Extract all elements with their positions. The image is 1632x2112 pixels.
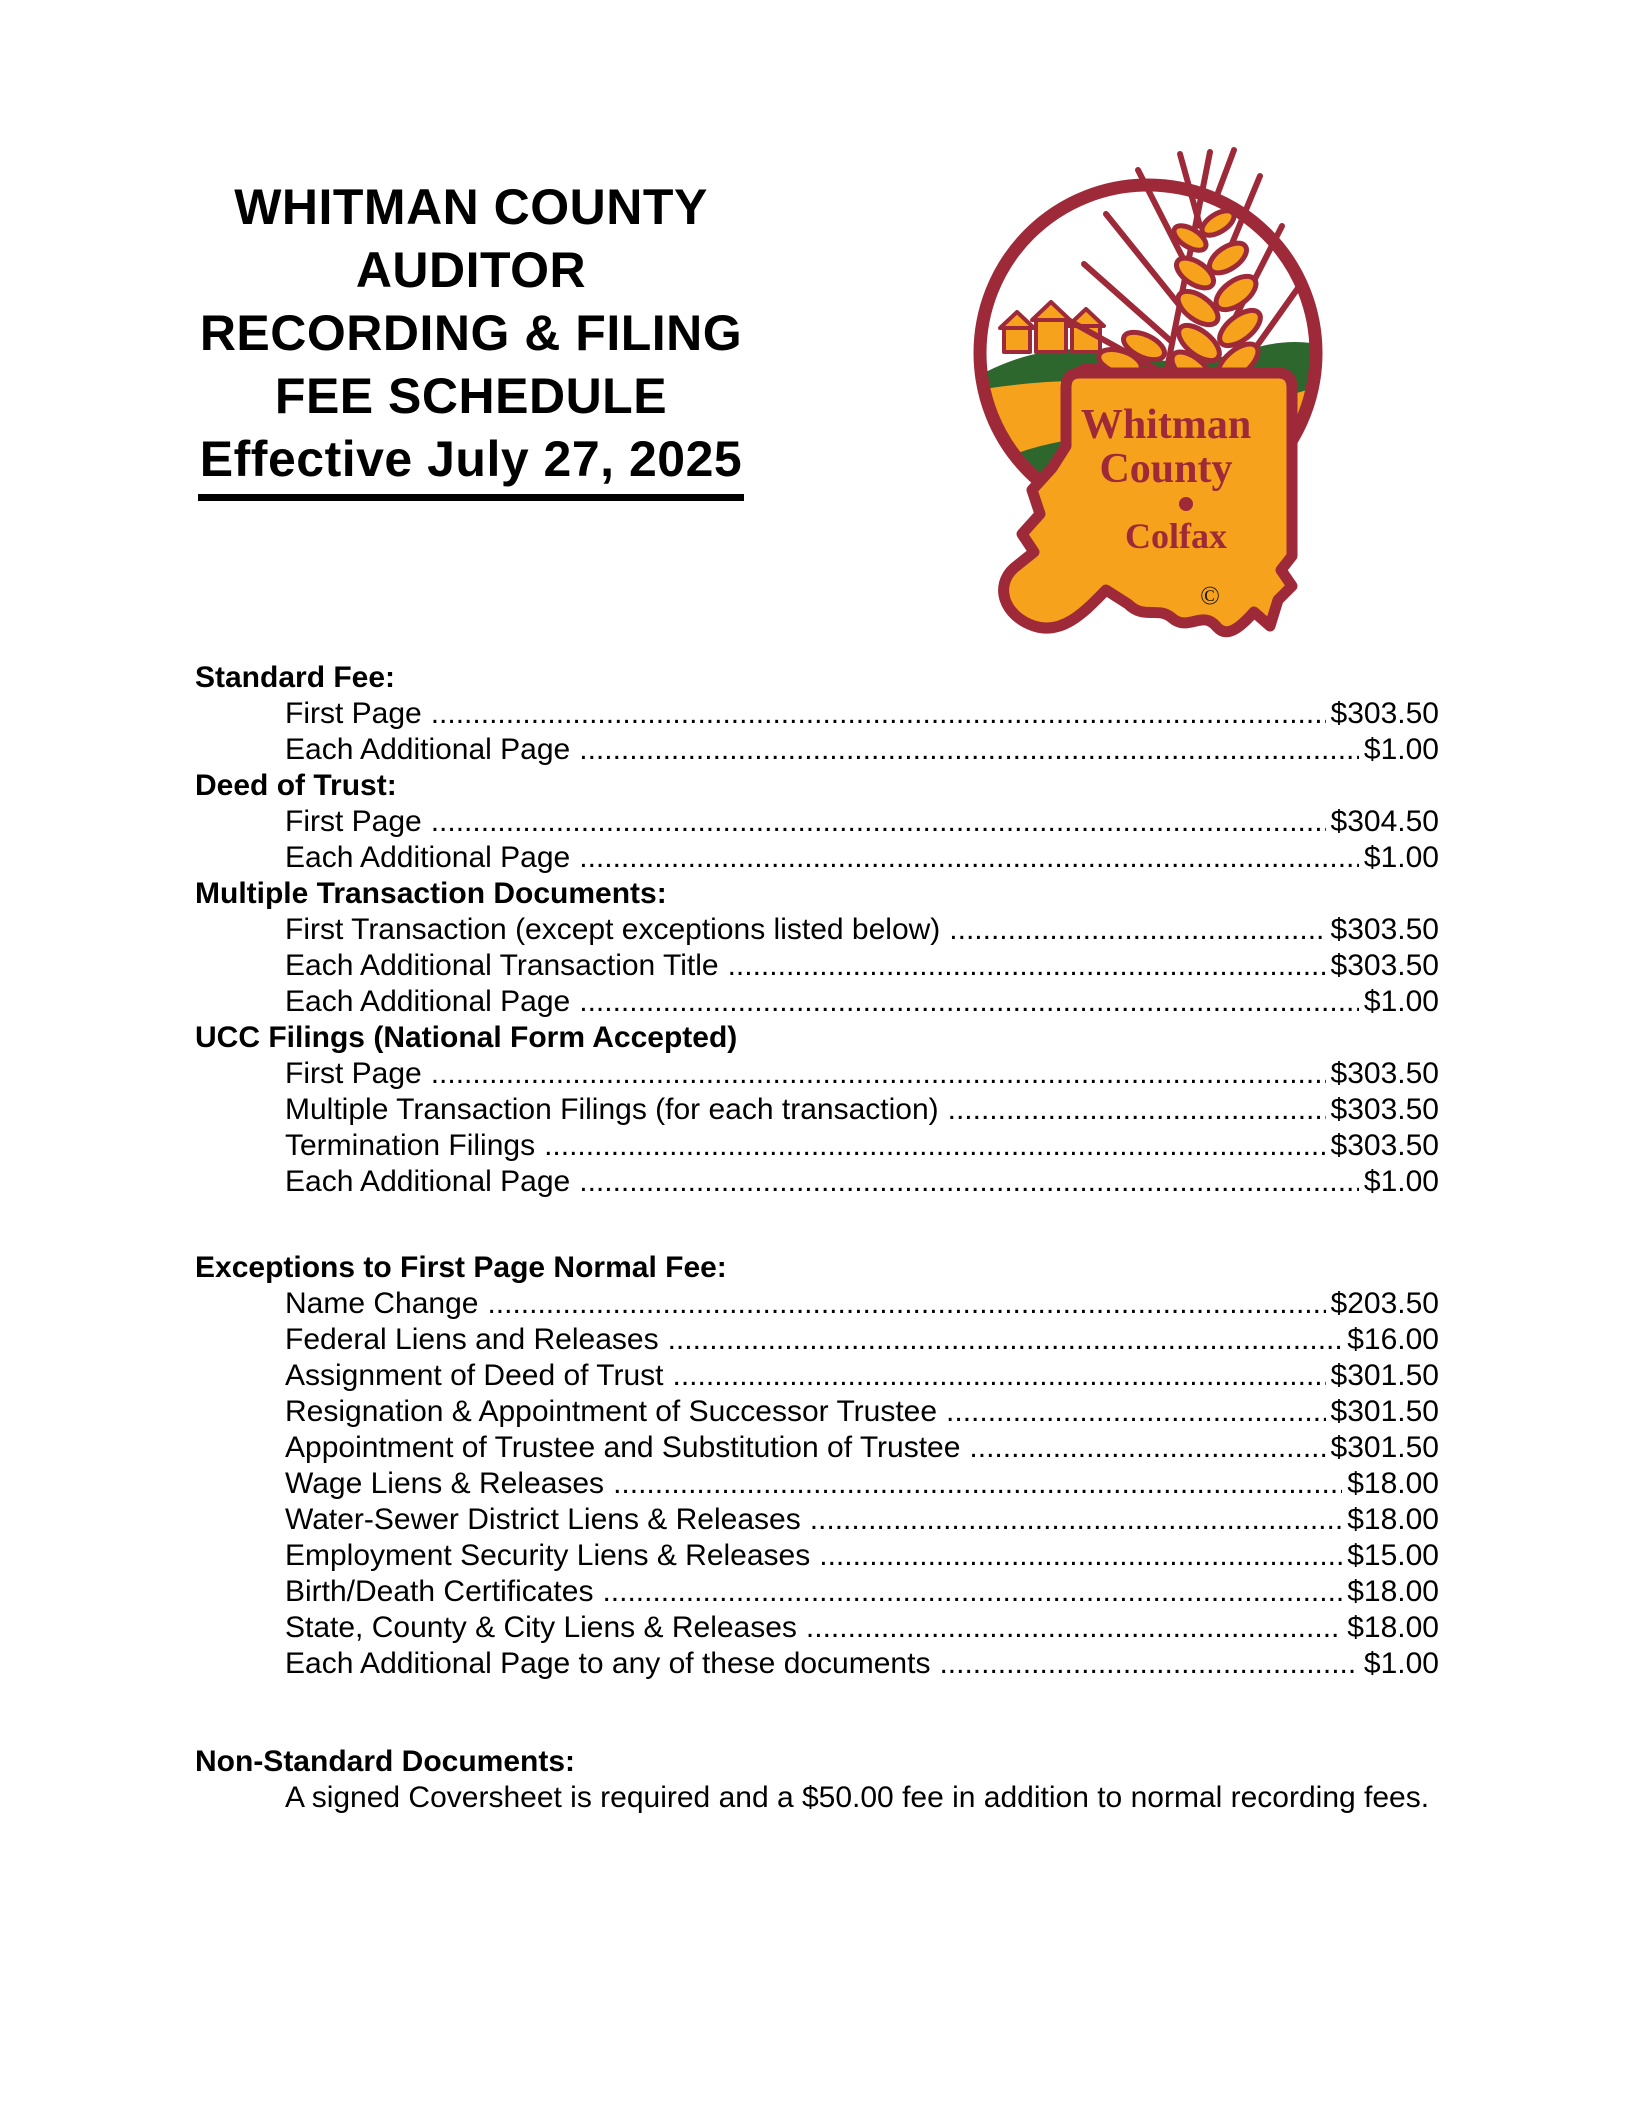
fee-amount: $18.00	[1347, 1575, 1439, 1608]
fee-amount: $1.00	[1363, 733, 1439, 766]
fee-section	[195, 1020, 1439, 1200]
dot-leader	[431, 696, 1326, 732]
dot-leader	[728, 948, 1326, 984]
fee-row	[195, 1394, 1439, 1430]
fee-label: Name Change	[285, 1287, 479, 1320]
section-heading: Exceptions to First Page Normal Fee:	[195, 1251, 727, 1284]
fee-section	[195, 660, 1439, 768]
fee-amount: $301.50	[1330, 1395, 1439, 1428]
fee-label: Multiple Transaction Filings (for each transaction)	[285, 1093, 939, 1126]
fee-label: Termination Filings	[285, 1129, 536, 1162]
fee-label: Each Additional Page to any of these documents	[285, 1647, 931, 1680]
fee-amount: $303.50	[1330, 1129, 1439, 1162]
title-line: FEE SCHEDULE	[274, 368, 668, 424]
fee-row	[195, 1502, 1439, 1538]
dot-leader	[544, 1128, 1325, 1164]
dot-leader	[579, 840, 1359, 876]
fee-section	[195, 768, 1439, 876]
section-heading: UCC Filings (National Form Accepted)	[195, 1021, 738, 1054]
county-seal-icon	[948, 138, 1330, 660]
fee-row	[195, 1322, 1439, 1358]
dot-leader	[431, 804, 1326, 840]
dot-leader	[819, 1538, 1342, 1574]
fee-amount: $303.50	[1330, 1093, 1439, 1126]
dot-leader	[948, 1092, 1326, 1128]
fee-amount: $303.50	[1330, 913, 1439, 946]
dot-leader	[579, 1164, 1359, 1200]
fee-row	[195, 1056, 1439, 1092]
fee-row	[195, 1466, 1439, 1502]
fee-row	[195, 1164, 1439, 1200]
fee-amount: $303.50	[1330, 1057, 1439, 1090]
fee-row	[195, 912, 1439, 948]
fee-amount: $1.00	[1363, 1165, 1439, 1198]
fee-amount: $18.00	[1347, 1503, 1439, 1536]
fee-amount: $1.00	[1363, 1647, 1439, 1680]
dot-leader	[579, 732, 1359, 768]
dot-leader	[939, 1646, 1358, 1682]
effective-date: Effective July 27, 2025	[198, 428, 744, 501]
fee-label: Assignment of Deed of Trust	[285, 1359, 664, 1392]
fee-label: Employment Security Liens & Releases	[285, 1539, 811, 1572]
dot-leader	[487, 1286, 1325, 1322]
fee-row	[195, 1358, 1439, 1394]
fee-row	[195, 732, 1439, 768]
dot-leader	[969, 1430, 1325, 1466]
effective-date-line	[148, 428, 794, 501]
fee-row	[195, 984, 1439, 1020]
fee-label: Birth/Death Certificates	[285, 1575, 594, 1608]
logo-city-name: Colfax	[1125, 516, 1227, 556]
dot-leader	[602, 1574, 1342, 1610]
fee-label: Water-Sewer District Liens & Releases	[285, 1503, 801, 1536]
dot-leader	[579, 984, 1359, 1020]
fee-row	[195, 1610, 1439, 1646]
fee-label: First Page	[285, 1057, 422, 1090]
fee-amount: $303.50	[1330, 949, 1439, 982]
fee-row	[195, 840, 1439, 876]
whitman-county-logo	[948, 138, 1330, 660]
dot-leader	[673, 1358, 1326, 1394]
document-title	[148, 176, 794, 501]
fee-label: Each Additional Page	[285, 1165, 571, 1198]
fee-amount: $1.00	[1363, 985, 1439, 1018]
fee-amount: $18.00	[1347, 1611, 1439, 1644]
fee-amount: $16.00	[1347, 1323, 1439, 1356]
fee-label: Resignation & Appointment of Successor Trustee	[285, 1395, 938, 1428]
fee-label: First Transaction (except exceptions listed below)	[285, 913, 941, 946]
fee-row	[195, 804, 1439, 840]
fee-label: Each Additional Page	[285, 733, 571, 766]
fee-label: Each Additional Page	[285, 841, 571, 874]
dot-leader	[668, 1322, 1343, 1358]
fee-row	[195, 948, 1439, 984]
fee-amount: $203.50	[1330, 1287, 1439, 1320]
section-heading: Standard Fee:	[195, 661, 396, 694]
fee-section	[195, 876, 1439, 1020]
section-heading: Multiple Transaction Documents:	[195, 877, 667, 910]
fee-amount: $18.00	[1347, 1467, 1439, 1500]
fee-row	[195, 1574, 1439, 1610]
fee-amount: $15.00	[1347, 1539, 1439, 1572]
fee-label: First Page	[285, 697, 422, 730]
fee-row	[195, 1286, 1439, 1322]
fee-label: Each Additional Page	[285, 985, 571, 1018]
fee-section	[195, 1250, 1439, 1682]
fee-label: Federal Liens and Releases	[285, 1323, 659, 1356]
fee-label: Wage Liens & Releases	[285, 1467, 605, 1500]
title-line: AUDITOR	[355, 242, 587, 298]
title-line: WHITMAN COUNTY	[234, 179, 708, 235]
fee-schedule	[195, 660, 1439, 1816]
dot-leader	[949, 912, 1325, 948]
fee-row	[195, 1092, 1439, 1128]
fee-row	[195, 1430, 1439, 1466]
fee-amount: $301.50	[1330, 1359, 1439, 1392]
fee-row	[195, 1646, 1439, 1682]
logo-county-name-line2: County	[1099, 446, 1233, 492]
fee-row	[195, 1128, 1439, 1164]
dot-leader	[946, 1394, 1326, 1430]
fee-amount: $1.00	[1363, 841, 1439, 874]
fee-amount: $304.50	[1330, 805, 1439, 838]
fee-row	[195, 1538, 1439, 1574]
fee-amount: $303.50	[1330, 697, 1439, 730]
dot-leader	[810, 1502, 1343, 1538]
title-line: RECORDING & FILING	[199, 305, 743, 361]
fee-label: First Page	[285, 805, 422, 838]
section-note: A signed Coversheet is required and a $50.00 fee in addition to normal recording fees.	[285, 1781, 1430, 1814]
section-heading: Deed of Trust:	[195, 769, 397, 802]
fee-row	[195, 696, 1439, 732]
section-heading: Non-Standard Documents:	[195, 1745, 576, 1778]
colfax-location-dot	[1179, 497, 1193, 511]
fee-label: Appointment of Trustee and Substitution of Trustee	[285, 1431, 961, 1464]
copyright-symbol: ©	[1200, 581, 1220, 610]
fee-section	[195, 1744, 1439, 1816]
fee-label: State, County & City Liens & Releases	[285, 1611, 797, 1644]
dot-leader	[431, 1056, 1326, 1092]
logo-county-name-line1: Whitman	[1080, 402, 1252, 448]
fee-amount: $301.50	[1330, 1431, 1439, 1464]
fee-label: Each Additional Transaction Title	[285, 949, 719, 982]
dot-leader	[613, 1466, 1342, 1502]
dot-leader	[806, 1610, 1342, 1646]
